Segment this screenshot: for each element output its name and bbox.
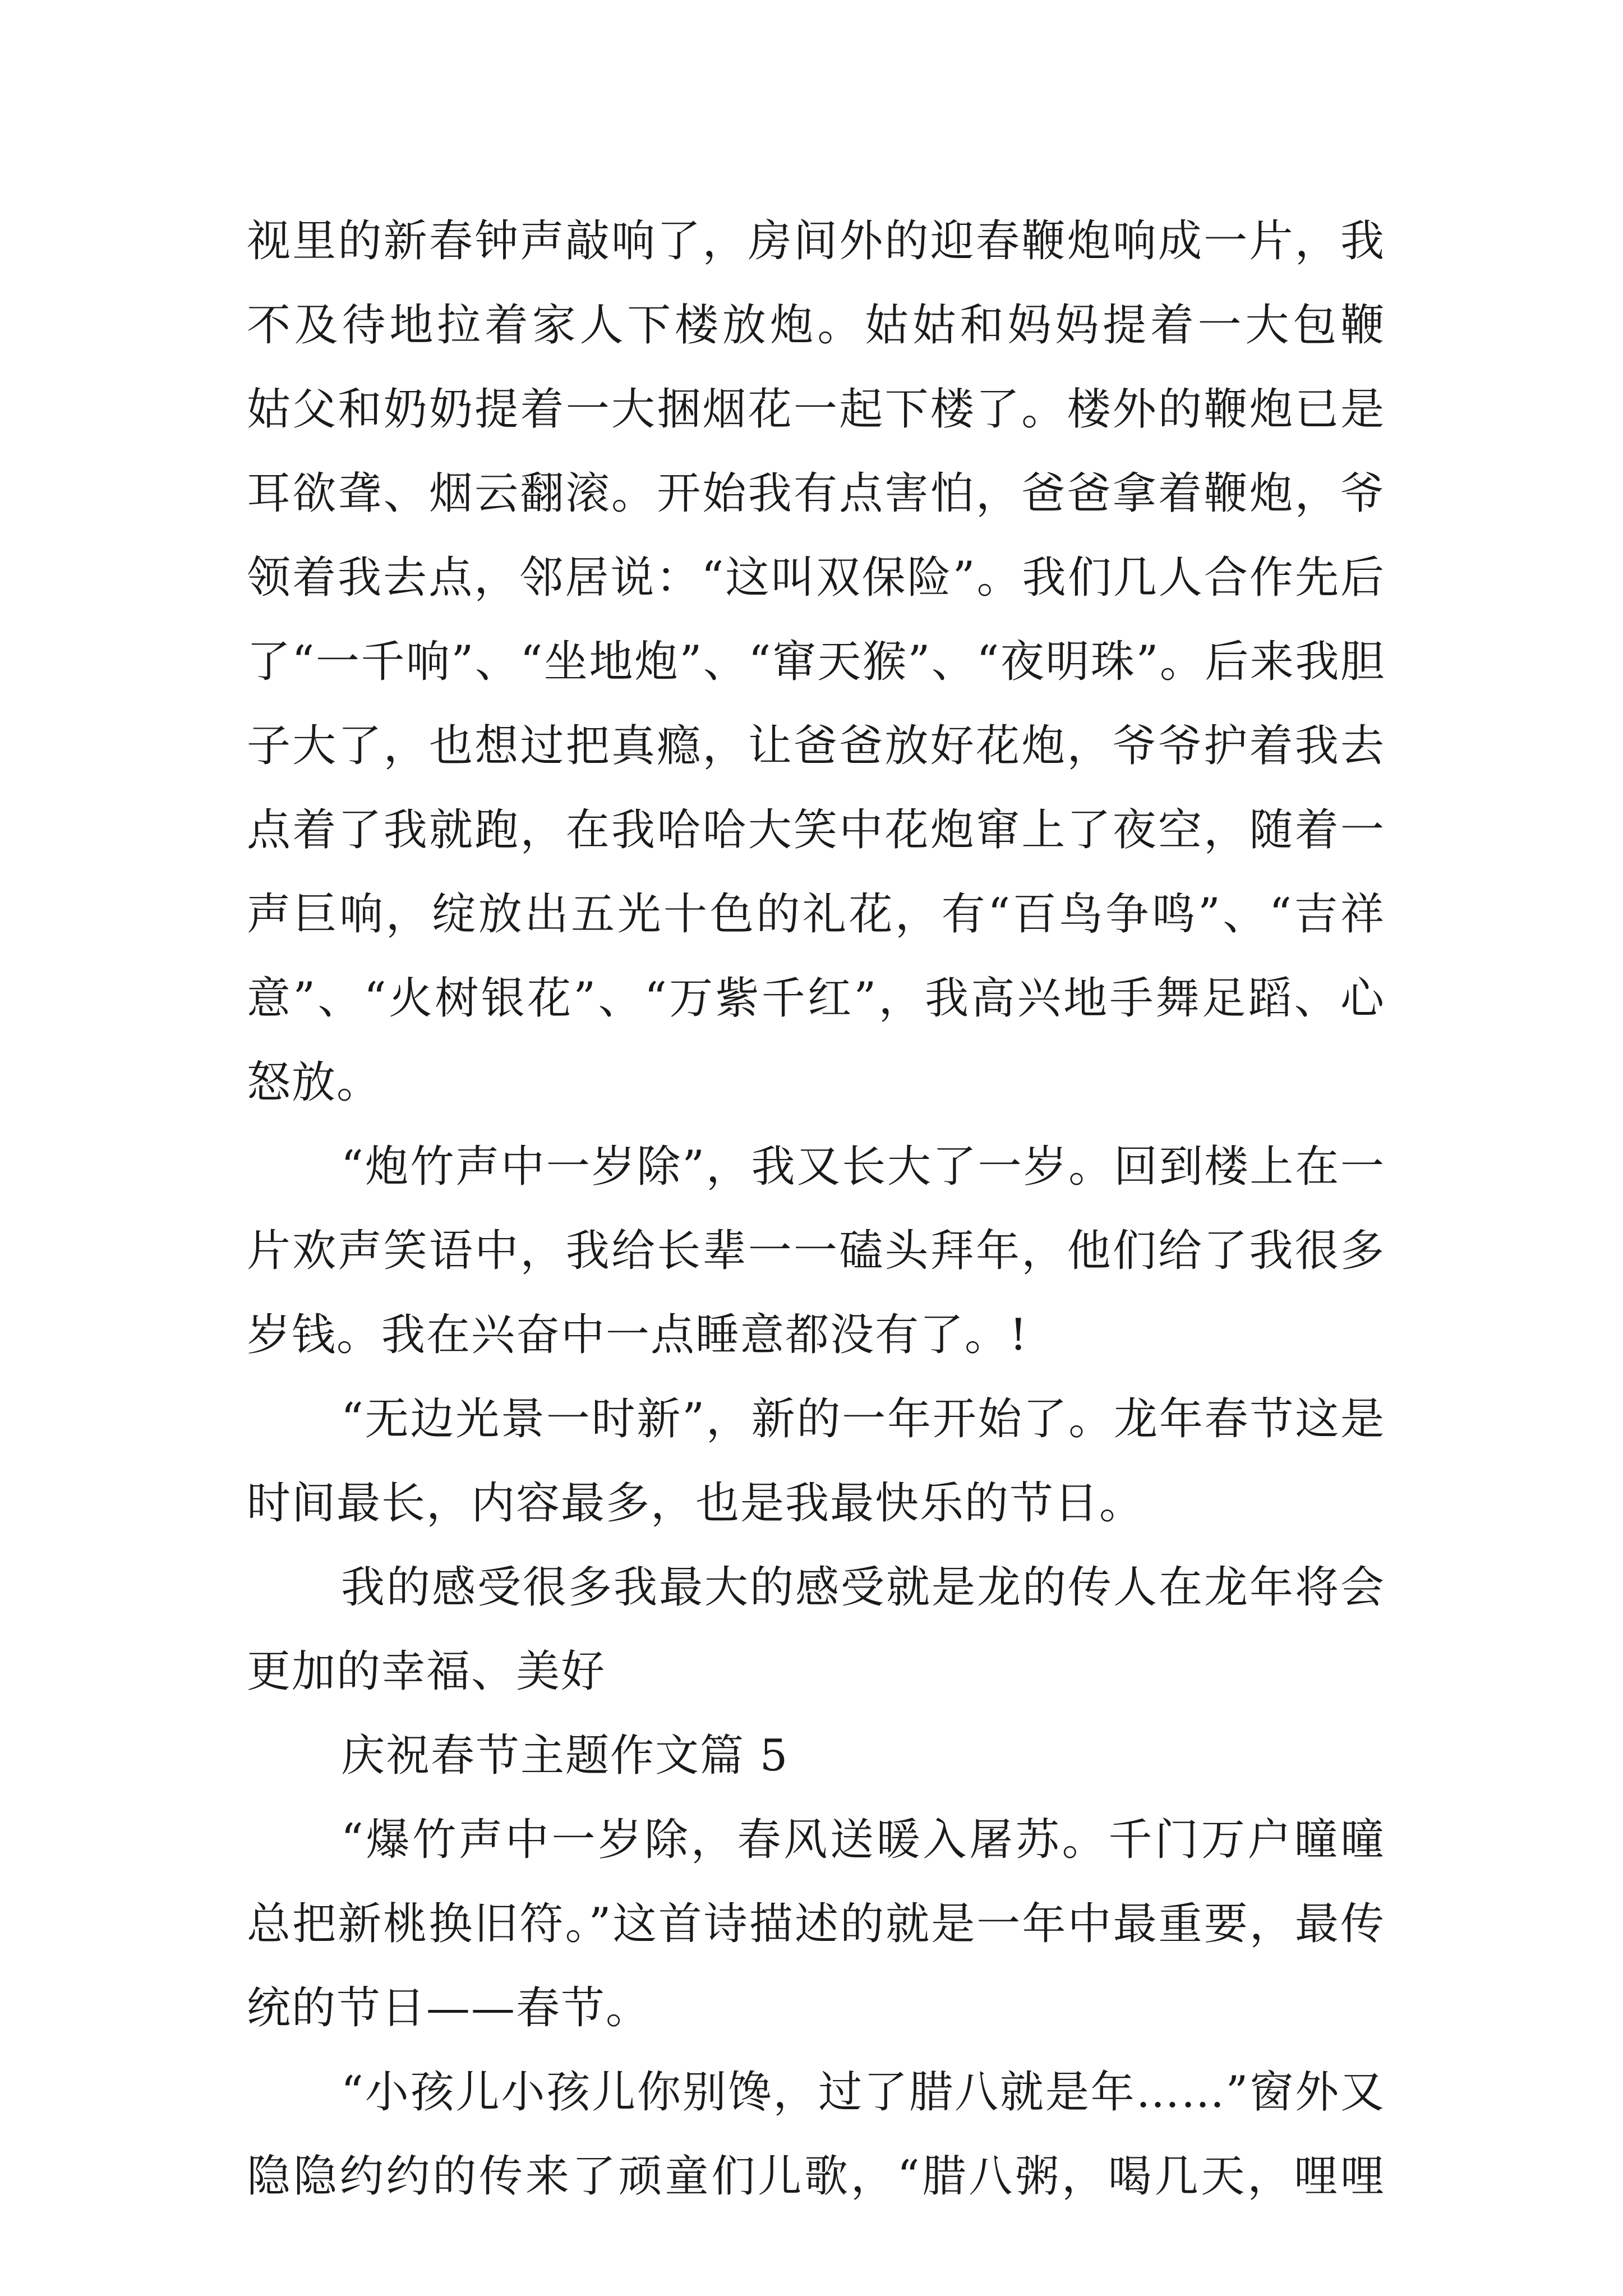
section-heading: 庆祝春节主题作文篇 5 — [341, 1731, 789, 1781]
paragraph-first-line: 我的感受很多我最大的感受就是龙的传人在龙年将会 — [341, 1562, 1385, 1613]
paragraph-first-line: “炮竹声中一岁除”，我又长大了一岁。回到楼上在一 — [341, 1142, 1385, 1192]
text-line: 怒放。 — [247, 1057, 382, 1108]
text-line: 统的节日——春节。 — [247, 1983, 651, 2033]
text-line: 点着了我就跑，在我哈哈大笑中花炮窜上了夜空，随着一 — [247, 805, 1385, 855]
text-line: 领着我去点，邻居说：“这叫双保险”。我们几人合作先后 — [247, 553, 1385, 603]
text-line: 总把新桃换旧符。”这首诗描述的就是一年中最重要，最传 — [247, 1899, 1385, 1949]
text-line: 声巨响，绽放出五光十色的礼花，有“百鸟争鸣”、“吉祥 — [247, 889, 1385, 940]
text-line: 不及待地拉着家人下楼放炮。姑姑和妈妈提着一大包鞭 — [247, 300, 1385, 351]
text-line: 意”、“火树银花”、“万紫千红”，我高兴地手舞足蹈、心 — [247, 973, 1385, 1024]
essay-body — [247, 199, 1385, 2219]
text-line: 了“一千响”、“坐地炮”、“窜天猴”、“夜明珠”。后来我胆 — [247, 637, 1385, 687]
paragraph-first-line: “爆竹声中一岁除，春风送暖入屠苏。千门万户曈曈 — [341, 1815, 1385, 1865]
text-line: 视里的新春钟声敲响了，房间外的迎春鞭炮响成一片，我 — [247, 216, 1385, 266]
text-line: 时间最长，内容最多，也是我最快乐的节日。 — [247, 1478, 1145, 1529]
text-line: 更加的幸福、美好 — [247, 1646, 606, 1697]
text-line: 岁钱。我在兴奋中一点睡意都没有了。! — [247, 1310, 1029, 1360]
paragraph-first-line: “小孩儿小孩儿你别馋，过了腊八就是年……”窗外又 — [341, 2067, 1385, 2118]
paragraph-first-line: “无边光景一时新”，新的一年开始了。龙年春节这是 — [341, 1394, 1385, 1444]
text-line: 片欢声笑语中，我给长辈一一磕头拜年，他们给了我很多 — [247, 1226, 1385, 1276]
text-line: 子大了，也想过把真瘾，让爸爸放好花炮，爷爷护着我去 — [247, 721, 1385, 771]
text-line: 隐隐约约的传来了顽童们儿歌，“腊八粥，喝几天，哩哩 — [247, 2151, 1385, 2202]
text-line: 耳欲聋、烟云翻滚。开始我有点害怕，爸爸拿着鞭炮，爷 — [247, 468, 1385, 519]
text-line: 姑父和奶奶提着一大捆烟花一起下楼了。楼外的鞭炮已是 — [247, 384, 1385, 435]
